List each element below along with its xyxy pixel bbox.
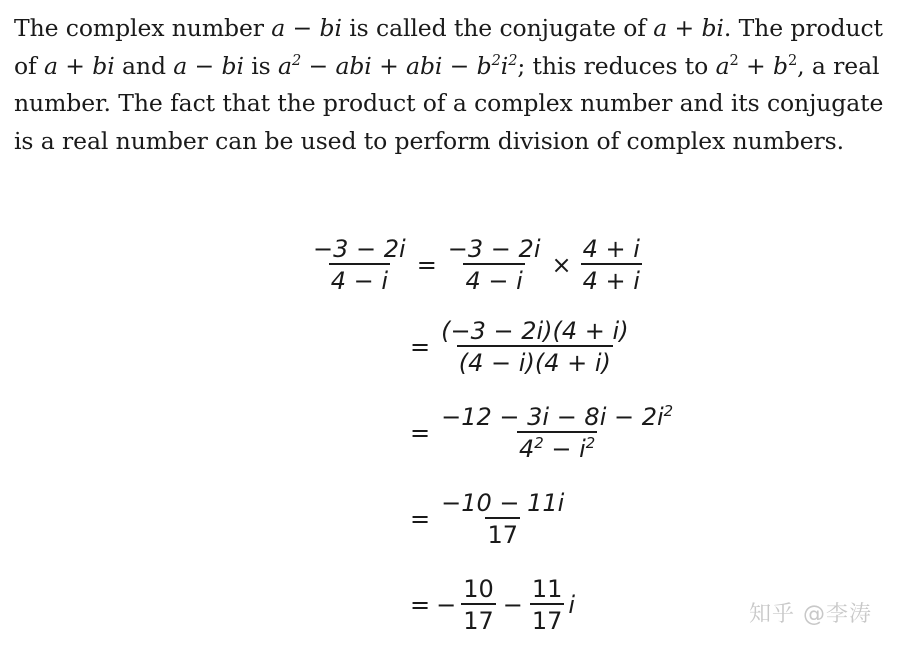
fraction-denominator: [517, 431, 597, 462]
exponent: 2: [787, 51, 798, 69]
fraction-numerator: 11: [531, 575, 563, 603]
text-segment: +: [738, 51, 773, 80]
fraction-denominator: 4 + i: [581, 263, 642, 294]
exponent: 2: [491, 51, 501, 69]
watermark: 知乎 @李涛: [749, 602, 872, 627]
expansion-part: − abi + abi − b: [301, 51, 492, 80]
result-part: b: [773, 51, 788, 80]
equals-sign: =: [410, 333, 431, 361]
exponent: 2: [534, 433, 544, 452]
text-segment: and: [114, 51, 174, 80]
conjugate-fraction: [581, 236, 642, 294]
fraction-denominator: (4 − i)(4 + i): [457, 345, 613, 376]
derivation-step-5: [404, 576, 575, 634]
derivation-step-1: [308, 236, 645, 294]
step2-fraction: [439, 318, 630, 376]
fraction-denominator: 4 − i: [463, 263, 524, 294]
numerator-text: −12 − 3i − 8i − 2i: [441, 403, 664, 431]
complex-expression: a + bi: [44, 51, 115, 80]
exponent: 2: [291, 51, 302, 69]
product-expansion: [278, 52, 517, 80]
equals-sign: =: [410, 419, 431, 447]
text-segment: is called the conjugate of: [341, 14, 654, 42]
exponent: 2: [663, 401, 674, 420]
fraction-denominator: 4 − i: [329, 263, 390, 294]
equals-sign: =: [416, 251, 437, 279]
derivation-step-2: [404, 318, 634, 376]
equals-sign: =: [410, 505, 431, 533]
explanation-paragraph: [14, 10, 909, 160]
step3-fraction: [439, 401, 675, 463]
minus-sign: −: [436, 591, 457, 619]
exponent: 2: [585, 433, 596, 452]
conjugate-expression: a − bi: [173, 51, 244, 80]
times-sign: ×: [551, 251, 572, 279]
text-segment: is: [243, 51, 279, 80]
step4-fraction: [439, 490, 566, 548]
fraction-numerator: −3 − 2i: [313, 235, 406, 263]
text-segment: , a real number. The fact that the product of a complex number and its conjugate is a real number can be used to perform division of complex numbers.: [14, 51, 884, 155]
fraction-numerator: 10: [463, 575, 494, 603]
step1-fraction: [446, 236, 543, 294]
derivation-step-4: [404, 490, 569, 548]
imaginary-unit: i: [568, 591, 576, 619]
real-part-fraction: [461, 576, 496, 634]
exponent: 2: [729, 51, 739, 69]
fraction-denominator: 17: [461, 603, 496, 634]
imaginary-part-fraction: [530, 576, 565, 634]
text-segment: ; this reduces to: [517, 51, 716, 80]
fraction-numerator: −10 − 11i: [441, 489, 565, 517]
result-part: a: [715, 51, 730, 80]
denominator-text: − i: [543, 435, 586, 463]
lhs-fraction: [311, 236, 408, 294]
expansion-part: i: [500, 51, 509, 80]
complex-expression: a + bi: [653, 14, 724, 42]
fraction-numerator: −3 − 2i: [447, 235, 541, 263]
text-segment: The complex number: [14, 14, 272, 42]
fraction-numerator: [439, 401, 675, 431]
fraction-numerator: 4 + i: [582, 235, 640, 263]
fraction-denominator: 17: [485, 517, 520, 548]
expansion-part: a: [278, 51, 292, 80]
fraction-numerator: (−3 − 2i)(4 + i): [441, 317, 629, 345]
conjugate-expression: a − bi: [271, 14, 342, 42]
minus-sign: −: [502, 591, 523, 619]
exponent: 2: [508, 51, 518, 69]
text-segment: . The product of: [14, 14, 883, 80]
fraction-denominator: 17: [530, 603, 565, 634]
equals-sign: =: [410, 591, 431, 619]
denominator-text: 4: [518, 435, 535, 463]
derivation-step-3: [404, 401, 678, 463]
